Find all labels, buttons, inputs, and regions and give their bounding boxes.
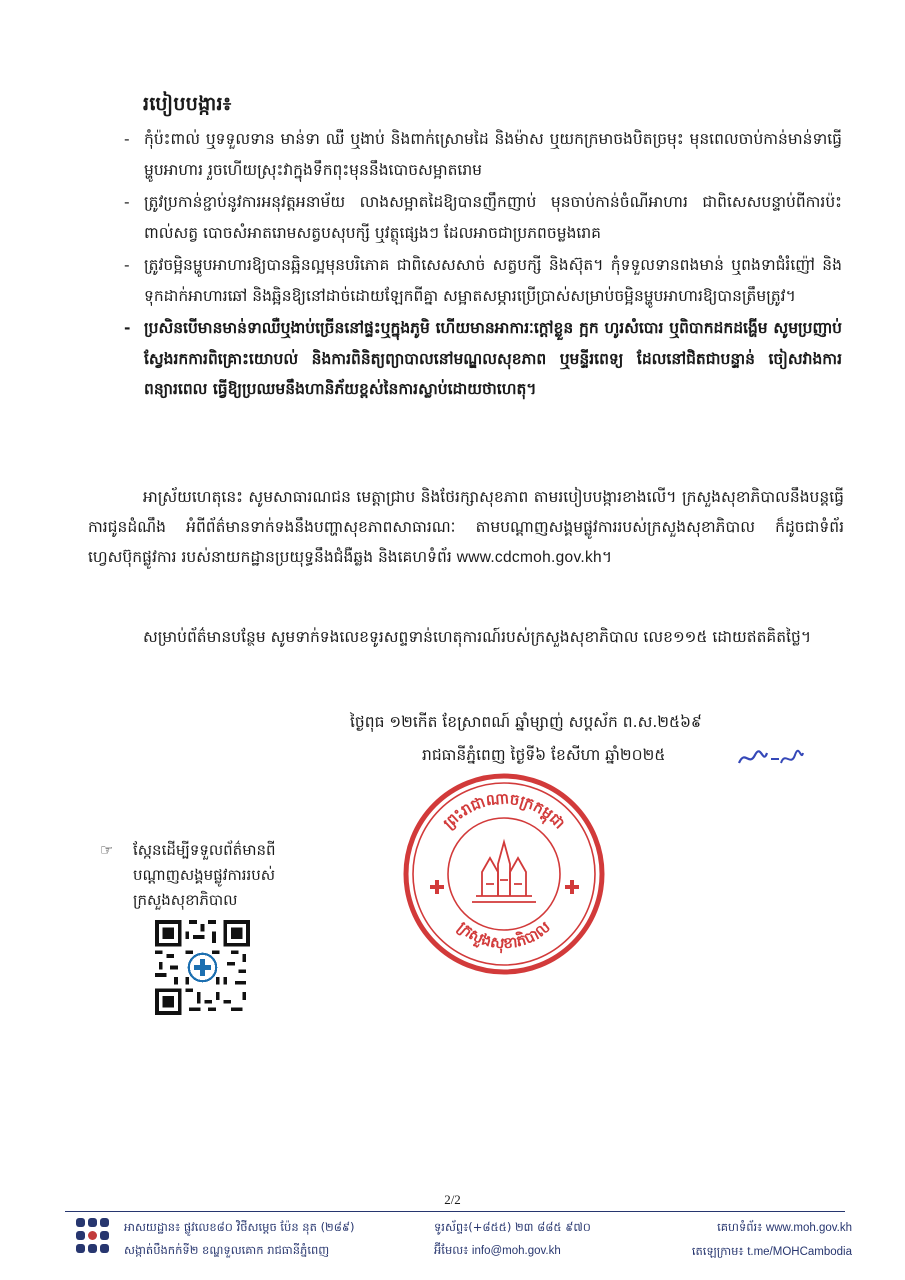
- signature-initials: [735, 745, 805, 771]
- lunar-date: ថ្ងៃពុធ ១២កើត ខែស្រាពណ៍ ឆ្នាំម្សាញ់ សប្តស័ក ព.ស.២៥៦៩: [350, 713, 702, 731]
- footer: [72, 1214, 852, 1264]
- temple-icon: [472, 842, 536, 902]
- ministry-logo-icon: [72, 1214, 114, 1260]
- phone-value: (+៨៥៥) ២៣ ៨៨៥ ៩៧០: [468, 1220, 591, 1234]
- phone-label: ទូរស័ព្ទ៖: [434, 1220, 469, 1234]
- list-item: - ត្រូវចម្អិនម្ហូបអាហារឱ្យបានឆ្អិនល្អមុនបរិភោគ ជាពិសេសសាច់ សត្វបក្សី និងស៊ុត។ កុំទទួលទានពងមាន់ ឬពងទាជំរំញ៉ៅ និងទុកដាក់អាហារឆៅ និងឆ្អិនឱ្យនៅដាច់ដោយឡែកពីគ្នា សម្អាតសម្ភារប្រើប្រាស់សម្រាប់ចម្អិនម្ហូបអាហារឱ្យបានត្រឹមត្រូវ។: [120, 250, 842, 311]
- telegram-label: តេឡេក្រាម៖: [691, 1244, 744, 1258]
- qr-code[interactable]: [155, 920, 250, 1015]
- email-label: អ៊ីមែល៖: [434, 1243, 469, 1257]
- address-value: ផ្លូវលេខ៨០ វិថីសម្តេច ប៉ែន នុត (២៨៩): [183, 1220, 355, 1234]
- advice-paragraph: [88, 482, 844, 573]
- footer-divider: [65, 1211, 845, 1212]
- qr-caption: [100, 838, 340, 913]
- seal-bottom-text: ក្រសួងសុខាភិបាល: [454, 917, 554, 953]
- email-link[interactable]: info@moh.gov.kh: [471, 1245, 561, 1257]
- qr-caption-line: ក្រសួងសុខាភិបាល: [133, 891, 238, 909]
- advice-text: អាស្រ័យហេតុនេះ សូមសាធារណជន មេត្តាជ្រាប និងថែរក្សាសុខភាព តាមរបៀបបង្ការខាងលើ។ ក្រសួងសុខាភិបាលនឹងបន្តធ្វើការជូនដំណឹង អំពីព័ត៌មានទាក់ទងនឹងបញ្ហាសុខភាពសាធារណៈ តាមបណ្តាញសង្គមផ្លូវការរបស់ក្រសួងសុខាភិបាល ក៏ដូចជាទំព័រហ្វេសប៊ុកផ្លូវការ របស់នាយកដ្ឋានប្រយុទ្ធនឹងជំងឺឆ្លង និងគេហទំព័រ: [88, 488, 844, 566]
- prevention-list: [120, 124, 842, 407]
- footer-website-link[interactable]: www.moh.gov.kh: [765, 1222, 852, 1234]
- qr-caption-line: ស្កែនដើម្បីទទួលព័ត៌មានពី: [133, 841, 276, 859]
- section-heading: របៀបបង្ការ៖: [143, 93, 232, 115]
- footer-address: [124, 1216, 355, 1262]
- footer-contact: [434, 1216, 591, 1263]
- address-label: អាសយដ្ឋាន៖: [124, 1220, 181, 1234]
- list-item: - ត្រូវប្រកាន់ខ្ជាប់នូវការអនុវត្តអនាម័យ លាងសម្អាតដៃឱ្យបានញឹកញាប់ មុនចាប់កាន់ចំណីអាហារ ជាពិសេសបន្ទាប់ពីការប៉ះពាល់សត្វ បោចសំអាតរោមសត្វបសុបក្សី ឬវត្ថុផ្សេងៗ ដែលអាចជាប្រភពចម្លងរោគ: [120, 187, 842, 248]
- pointing-hand-icon: ☞: [100, 841, 114, 859]
- list-item: - កុំប៉ះពាល់ ឬទទួលទាន មាន់ទា ឈឺ ឬងាប់ និងពាក់ស្រោមដៃ និងម៉ាស ឬយកក្រមាចងបិតច្រមុះ មុនពេលចាប់កាន់មាន់ទាធ្វើម្ហូបអាហារ រួចហើយស្រុះវាក្នុងទឹកពុះមុននឹងបោចសម្អាតរោម: [120, 124, 842, 185]
- website-link[interactable]: www.cdcmoh.gov.kh។: [456, 549, 613, 566]
- qr-caption-line: បណ្តាញសង្គមផ្លូវការរបស់: [133, 866, 276, 884]
- telegram-link[interactable]: t.me/MOHCambodia: [747, 1246, 852, 1258]
- footer-online: [692, 1216, 852, 1264]
- page-number: 2/2: [444, 1192, 461, 1207]
- list-item-emphasis: - ប្រសិនបើមានមាន់ទាឈឺឬងាប់ច្រើននៅផ្ទះឬក្នុងភូមិ ហើយមានអាការៈក្តៅខ្លួន ក្អក ហូរសំបោរ ឬពិបាកដកដង្ហើម សូមប្រញាប់ស្វែងរកការពិគ្រោះយោបល់ និងការពិនិត្យព្យាបាលនៅមណ្ឌលសុខភាព ឬមន្ទីរពេទ្យ ដែលនៅជិតជាបន្ទាន់ ចៀសវាងការពន្យារពេល ធ្វើឱ្យប្រឈមនឹងហានិភ័យខ្ពស់នៃការស្លាប់ដោយថាហេតុ។: [120, 313, 842, 405]
- solar-date: រាជធានីភ្នំពេញ ថ្ងៃទី៦ ខែសីហា ឆ្នាំ២០២៥: [422, 746, 666, 764]
- website-label: គេហទំព័រ៖: [717, 1220, 763, 1234]
- address-line2: សង្កាត់បឹងកក់ទី២ ខណ្ឌទួលគោក រាជធានីភ្នំពេញ: [124, 1243, 330, 1257]
- hotline-paragraph: សម្រាប់ព័ត៌មានបន្ថែម សូមទាក់ទងលេខទូរសព្ទទាន់ហេតុការណ៍របស់ក្រសួងសុខាភិបាល លេខ១១៥ ដោយឥតគិតថ្លៃ។: [143, 628, 812, 646]
- ministry-seal: [402, 772, 607, 977]
- seal-top-text: ព្រះរាជាណាចក្រកម្ពុជា: [439, 789, 569, 833]
- svg-text:ក្រសួងសុខាភិបាល: [454, 918, 554, 955]
